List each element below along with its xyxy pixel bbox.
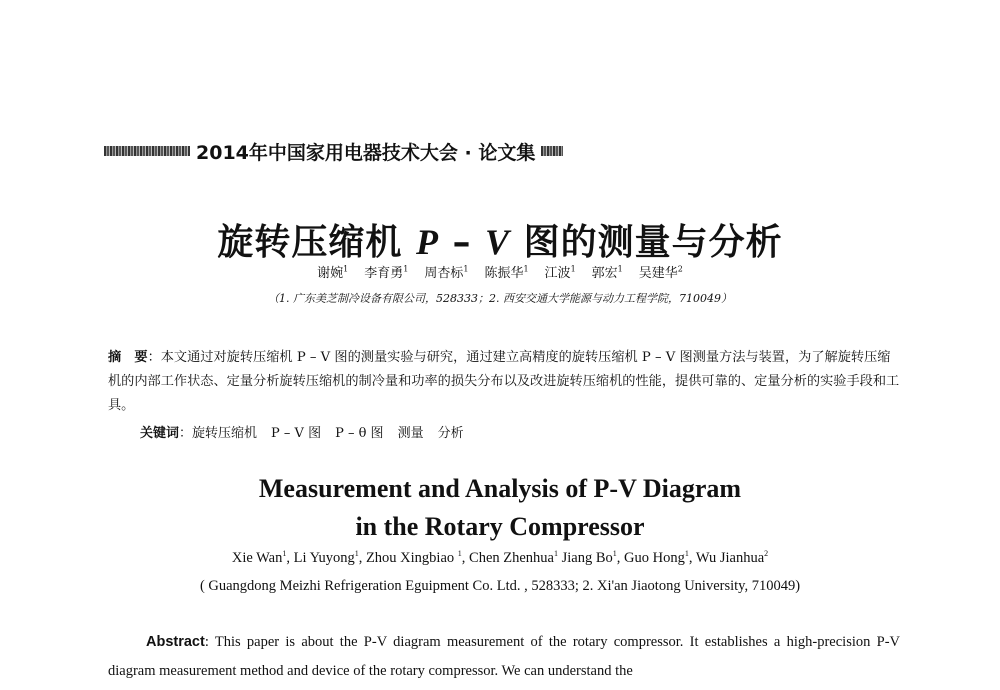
author-en: Jiang Bo$^1$, [561,549,625,566]
author-en: Xie Wan$^1$, [231,549,294,566]
authors-chinese [0,262,1000,281]
author-cn: 江波$^1$ [544,264,576,281]
header-text: 2014年中国家用电器技术大会 · 论文集 [196,141,536,164]
author-en: Wu Jianhua$^2$ [695,549,769,566]
author-en: Li Yuyong$^1$, [293,549,366,566]
keyword: ：旋转压缩机 [179,426,258,441]
author-cn: 谢婉$^1$ [317,264,349,281]
abstract-text-en: : This paper is about the P-V diagram measurement of the rotary compressor. It establishes a high-precision P-V diagram measurement method and device of the rotary compressor. We can understand the [108,634,900,679]
keyword: 分析 [437,426,464,441]
author-en: Zhou Xingbiao $^1$, [365,549,470,566]
author-cn: 李育勇$^1$ [364,264,409,281]
header-decoration-left [104,146,190,156]
author-cn: 周杏标$^1$ [424,264,469,281]
author-cn: 郭宏$^1$ [591,264,623,281]
abstract-english [108,628,900,686]
proceedings-header [104,136,563,166]
title-english-line2: in the Rotary Compressor [355,512,645,541]
title-english-line1: Measurement and Analysis of P-V Diagram [258,474,742,503]
title-chinese: 旋转压缩机 P – V 图的测量与分析 [217,221,783,263]
authors-english [0,550,1000,567]
affiliation-english: ( Guangdong Meizhi Refrigeration Eguipment Co. Ltd. , 528333; 2. Xi'an Jiaotong University, 710049) [199,578,801,594]
abstract-chinese [108,346,900,418]
header-decoration-right [541,146,563,156]
abstract-label-cn: 摘 要 [108,350,148,365]
keywords-chinese [140,422,464,441]
author-en: Guo Hong$^1$, [624,549,696,566]
keyword: P – V 图 [271,426,322,441]
author-cn: 吴建华$^2$ [638,264,683,281]
author-en: Chen Zhenhua$^1$ [469,549,558,566]
keyword: P – θ 图 [335,426,384,441]
abstract-label-en: Abstract [146,634,205,650]
keyword: 测量 [397,426,424,441]
author-cn: 陈振华$^1$ [484,264,529,281]
affiliation-chinese: （1. 广东美芝制冷设备有限公司，528333；2. 西安交通大学能源与动力工程学院，710049） [268,292,732,305]
abstract-text-cn: ：本文通过对旋转压缩机 P – V 图的测量实验与研究，通过建立高精度的旋转压缩机 P – V 图测量方法与装置，为了解旋转压缩机的内部工作状态、定量分析旋转压缩机的制冷量和功率的损失分布以及改进旋转压缩机的性能，提供可靠的、定量分析的实验手段和工具。 [108,350,900,413]
keywords-label-cn: 关键词 [140,426,180,441]
